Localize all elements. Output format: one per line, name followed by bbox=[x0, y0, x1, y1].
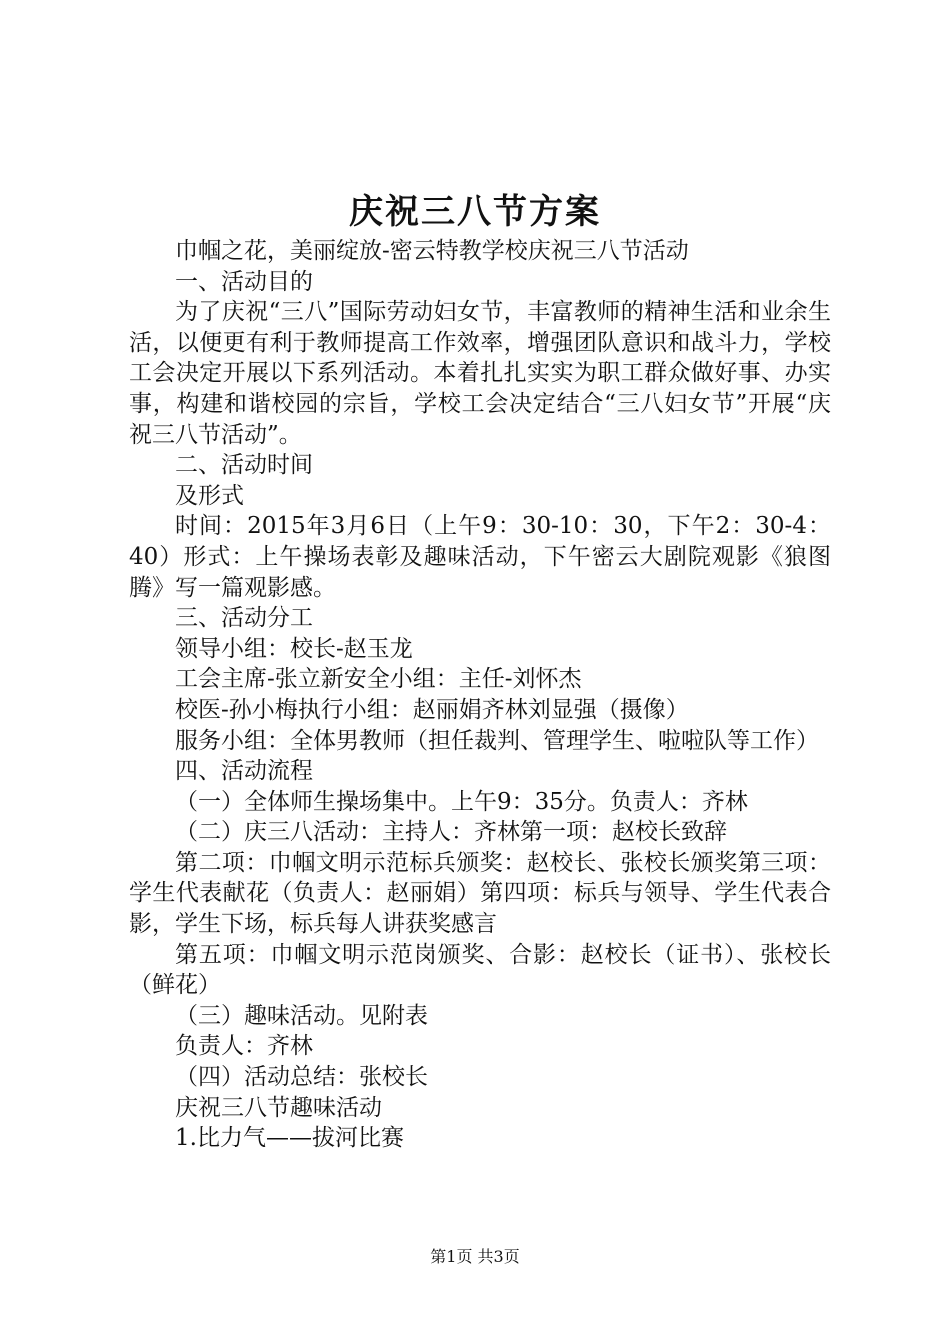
heading-purpose: 一、活动目的 bbox=[175, 268, 313, 295]
page-footer: 第1页 共3页 bbox=[430, 1247, 520, 1266]
heading-form: 及形式 bbox=[175, 482, 244, 509]
document-title: 庆祝三八节方案 bbox=[349, 192, 601, 232]
paragraph-responsible: 负责人：齐林 bbox=[175, 1033, 313, 1060]
document-body bbox=[129, 236, 831, 1154]
paragraph-step-1: （一）全体师生操场集中。上午9：35分。负责人：齐林 bbox=[175, 788, 748, 815]
paragraph-purpose: 为了庆祝“三八”国际劳动妇女节，丰富教师的精神生活和业余生活，以便更有利于教师提高工作效率，增强团队意识和战斗力，学校工会决定开展以下系列活动。本着扎扎实实为职工群众做好事、办实事，构建和谐校园的宗旨，学校工会决定结合“三八妇女节”开展“庆祝三八节活动”。 bbox=[129, 299, 831, 448]
paragraph-leaders: 领导小组：校长-赵玉龙 bbox=[175, 635, 413, 662]
paragraph-service: 服务小组：全体男教师（担任裁判、管理学生、啦啦队等工作） bbox=[175, 727, 819, 754]
paragraph-step-2: （二）庆三八活动：主持人：齐林第一项：赵校长致辞 bbox=[175, 819, 727, 846]
paragraph-step-4: （四）活动总结：张校长 bbox=[175, 1064, 428, 1091]
paragraph-union: 工会主席-张立新安全小组：主任-刘怀杰 bbox=[175, 666, 582, 693]
paragraph-step-3: （三）趣味活动。见附表 bbox=[175, 1002, 428, 1029]
heading-division: 三、活动分工 bbox=[175, 605, 313, 632]
paragraph-doctor: 校医-孙小梅执行小组：赵丽娟齐林刘显强（摄像） bbox=[175, 696, 689, 723]
paragraph-subtitle: 巾帼之花，美丽绽放-密云特教学校庆祝三八节活动 bbox=[175, 238, 689, 264]
paragraph-time: 时间：2015年3月6日（上午9：30-10：30，下午2：30-4：40）形式：上午操场表彰及趣味活动，下午密云大剧院观影《狼图腾》写一篇观影感。 bbox=[129, 513, 831, 601]
heading-time: 二、活动时间 bbox=[175, 452, 313, 479]
paragraph-fun-1: 1.比力气——拔河比赛 bbox=[175, 1125, 404, 1152]
heading-process: 四、活动流程 bbox=[175, 758, 313, 785]
paragraph-item-2: 第二项：巾帼文明示范标兵颁奖：赵校长、张校长颁奖第三项：学生代表献花（负责人：赵丽娟）第四项：标兵与领导、学生代表合影，学生下场，标兵每人讲获奖感言 bbox=[129, 849, 831, 938]
paragraph-item-5: 第五项：巾帼文明示范岗颁奖、合影：赵校长（证书）、张校长（鲜花） bbox=[129, 941, 831, 999]
paragraph-fun-title: 庆祝三八节趣味活动 bbox=[175, 1094, 382, 1121]
